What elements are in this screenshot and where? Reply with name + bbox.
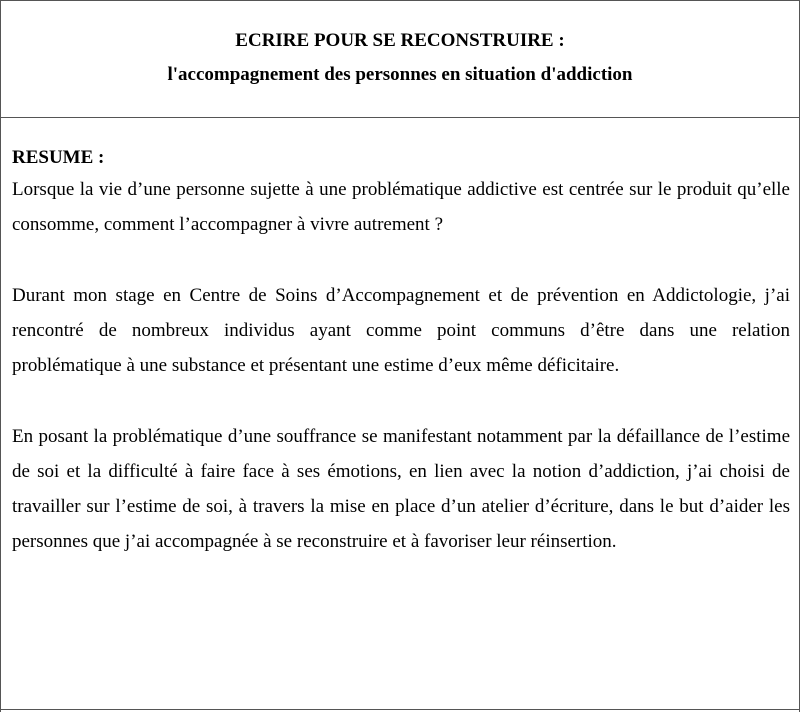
abstract-paragraph: Durant mon stage en Centre de Soins d’Accompagnement et de prévention en Addictologie, j’ai rencontré de nombreux individus ayant comme point communs d’être dans une relation problématique à une substance et présentant une estime d’eux même déficitaire.: [12, 285, 790, 376]
table-border-bottom: [0, 709, 800, 710]
document-title: ECRIRE POUR SE RECONSTRUIRE :: [235, 30, 565, 51]
table-row-divider: [0, 117, 800, 118]
abstract-label: RESUME :: [12, 147, 105, 168]
title-cell: [1, 1, 799, 117]
abstract-paragraph: Lorsque la vie d’une personne sujette à une problématique addictive est centrée sur le produit qu’elle consomme, comment l’accompagner à vivre autrement ?: [12, 179, 790, 235]
document-subtitle: l'accompagnement des personnes en situation d'addiction: [167, 64, 633, 85]
abstract-cell: [12, 146, 790, 559]
abstract-paragraph: En posant la problématique d’une souffrance se manifestant notamment par la défaillance de l’estime de soi et la difficulté à faire face à ses émotions, en lien avec la notion d’addiction, j’ai choisi de travailler sur l’estime de soi, à travers la mise en place d’un atelier d’écriture, dans le but d’aider les personnes que j’ai accompagnée à se reconstruire et à favoriser leur réinsertion.: [12, 426, 790, 552]
